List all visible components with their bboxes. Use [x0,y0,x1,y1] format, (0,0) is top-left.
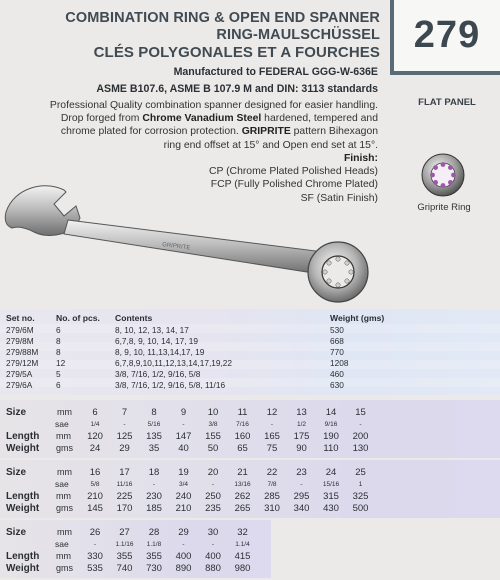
sets-cell-pcs: 6 [56,325,61,335]
size-row-unit: mm [56,551,71,561]
size-row-sae [0,539,271,551]
size-row-unit: sae [55,419,69,429]
size-row-length [0,431,500,443]
sets-cell-pcs: 8 [56,347,61,357]
size-row-label: Size [6,407,27,418]
size-cell-length: 355 [146,551,162,562]
size-cell-length: 285 [264,491,280,502]
sets-cell-contents: 3/8, 7/16, 1/2, 9/16, 5/8, 11/16 [115,380,226,390]
size-cell-weight: 35 [148,443,160,454]
sets-cell-contents: 3/8, 7/16, 1/2, 9/16, 5/8 [115,369,201,379]
size-cell-mm: 7 [121,407,128,418]
size-cell-length: 315 [323,491,339,502]
size-cell-weight: 185 [146,503,162,514]
size-cell-weight: 130 [352,443,369,454]
size-cell-length: 295 [293,491,310,502]
size-table [0,520,271,578]
size-cell-weight: 890 [175,563,192,574]
sets-cell-pcs: 12 [56,358,66,368]
finish-option: CP (Chrome Plated Polished Heads) [208,166,378,178]
finish-option: FCP (Fully Polished Chrome Plated) [210,179,378,191]
description-brand: GRIPRITE [241,126,291,138]
spec-manufactured: Manufactured to FEDERAL GGG-W-636E [173,66,378,78]
size-cell-weight: 430 [323,503,339,514]
product-code: 279 [413,14,481,56]
size-row-unit: mm [56,431,71,441]
size-cell-sae: - [211,541,215,548]
size-cell-length: 160 [234,431,251,442]
size-cell-sae: - [123,421,126,428]
size-cell-sae: - [270,421,274,428]
size-cell-mm: 14 [325,407,337,418]
size-cell-weight: 75 [266,443,278,454]
size-cell-weight: 980 [234,563,251,574]
description-line: Professional Quality combination spanner designed for easier handling. [49,100,378,111]
size-table [0,460,500,518]
size-cell-length: 165 [264,431,280,442]
size-cell-length: 325 [352,491,369,502]
sets-cell-set-no: 279/88M [6,347,39,357]
size-cell-weight: 29 [119,443,130,454]
size-cell-sae: 5/8 [90,481,100,488]
sets-stripe [0,324,500,333]
size-cell-mm: 12 [266,407,278,418]
sets-cell-contents: 6,7,8,9,10,11,12,13,14,17,19,22 [115,358,233,368]
size-row-unit: mm [56,491,71,501]
title-french: CLÉS POLYGONALES ET A FOURCHES [93,44,380,61]
size-cell-weight: 740 [116,563,133,574]
description-line [0,125,378,138]
size-row-label: Weight [6,443,40,454]
size-cell-mm: 18 [148,467,160,478]
size-cell-mm: 28 [148,527,160,538]
size-cell-weight: 340 [293,503,310,514]
size-cell-sae: 1 [358,481,363,488]
size-cell-sae: 7/16 [236,421,249,428]
size-row-mm [0,467,500,479]
size-cell-length: 225 [116,491,133,502]
size-row-unit: gms [56,563,74,573]
size-cell-mm: 13 [296,407,307,418]
size-cell-mm: 10 [207,407,219,418]
size-row-label: Length [6,551,40,562]
size-cell-mm: 8 [151,407,157,418]
sets-cell-weight: 460 [330,369,344,379]
sets-cell-pcs: 8 [56,336,61,346]
size-cell-weight: 24 [89,443,101,454]
size-cell-mm: 17 [119,467,130,478]
flat-panel-label: FLAT PANEL [418,97,476,108]
description-material: Chrome Vanadium Steel [142,113,262,125]
size-cell-weight: 65 [237,443,248,454]
sets-cell-contents: 6,7,8, 9, 10, 14, 17, 19 [115,336,199,346]
description-text: pattern Bihexagon [290,126,378,138]
sets-cell-weight: 668 [330,336,344,346]
size-cell-mm: 30 [207,527,219,538]
size-row-unit: gms [56,503,74,513]
sets-cell-pcs: 5 [56,369,61,379]
size-cell-sae: 1.1/8 [146,541,162,548]
size-cell-length: 400 [175,551,192,562]
size-row-sae [0,479,500,491]
size-cell-sae: 15/16 [322,481,340,488]
size-cell-weight: 170 [116,503,133,514]
size-row-label: Length [6,431,40,442]
size-cell-weight: 145 [87,503,103,514]
sets-header-weight: Weight (gms) [330,313,385,323]
size-cell-mm: 25 [355,467,366,478]
size-row-weight [0,443,500,455]
size-cell-mm: 6 [92,407,98,418]
size-cell-length: 135 [146,431,162,442]
sets-cell-weight: 530 [330,325,344,335]
sets-cell-set-no: 279/6A [6,380,33,390]
size-cell-length: 200 [352,431,369,442]
size-table [0,400,500,458]
size-cell-mm: 19 [178,467,189,478]
size-cell-sae: 1.1/16 [115,541,134,548]
size-cell-mm: 22 [266,467,278,478]
sets-cell-contents: 8, 10, 12, 13, 14, 17 [115,325,189,335]
size-cell-length: 355 [116,551,133,562]
title-german: RING-MAULSCHÜSSEL [216,27,380,43]
sets-cell-contents: 8, 9, 10, 11,13,14,17, 19 [115,347,205,357]
description-text: Drop forged from [60,113,143,125]
size-row-unit: mm [57,527,72,537]
sets-cell-set-no: 279/6M [6,325,34,335]
size-cell-sae: - [211,481,215,488]
size-row-unit: mm [57,467,72,477]
size-cell-sae: - [359,421,362,428]
size-cell-sae: 13/16 [234,481,251,488]
size-cell-weight: 50 [207,443,219,454]
size-cell-sae: 1.1/4 [235,541,250,548]
size-cell-weight: 210 [175,503,192,514]
size-cell-weight: 880 [205,563,221,574]
size-row-unit: gms [56,443,74,453]
size-row-mm [0,407,500,419]
size-cell-sae: 7/8 [267,481,277,488]
size-cell-mm: 26 [89,527,101,538]
size-cell-mm: 11 [237,407,248,418]
size-cell-length: 230 [146,491,162,502]
description-line [0,112,378,125]
size-cell-length: 262 [234,491,251,502]
size-row-label: Size [6,467,27,478]
title-english: COMBINATION RING & OPEN END SPANNER [65,10,380,26]
size-cell-sae: - [182,421,185,428]
size-cell-weight: 500 [352,503,369,514]
size-row-unit: sae [55,479,69,489]
sets-cell-set-no: 279/12M [6,358,39,368]
size-cell-sae: - [93,541,97,548]
size-cell-mm: 15 [355,407,366,418]
size-cell-length: 415 [234,551,251,562]
sets-cell-pcs: 6 [56,380,61,390]
size-cell-mm: 21 [237,467,248,478]
size-cell-length: 240 [175,491,192,502]
size-row-label: Size [6,527,27,538]
size-row-unit: mm [57,407,72,417]
size-cell-mm: 9 [180,407,187,418]
size-cell-weight: 235 [205,503,221,514]
size-cell-mm: 23 [296,467,307,478]
sets-table [0,309,500,395]
size-cell-mm: 29 [178,527,189,538]
size-row-mm [0,527,271,539]
description-text: chrome plated for corrosion protection. [60,126,242,138]
size-cell-sae: - [182,541,185,548]
size-cell-weight: 90 [296,443,307,454]
size-cell-length: 190 [323,431,339,442]
size-cell-sae: 9/16 [324,421,338,428]
griprite-ring-icon [420,152,466,198]
size-cell-sae: 3/4 [178,481,189,488]
size-cell-weight: 110 [323,443,339,454]
product-code-box [390,0,500,75]
sets-cell-set-no: 279/8M [6,336,34,346]
size-cell-length: 120 [87,431,103,442]
description-text: hardened, tempered and [261,113,378,125]
size-row-length [0,491,500,503]
size-cell-length: 210 [87,491,103,502]
title-block [0,10,380,61]
size-cell-weight: 730 [146,563,162,574]
size-row-label: Weight [6,563,40,574]
size-cell-weight: 310 [264,503,280,514]
size-cell-length: 147 [175,431,192,442]
size-cell-weight: 265 [234,503,251,514]
size-row-sae [0,419,500,431]
size-cell-mm: 24 [325,467,337,478]
sets-header-pcs: No. of pcs. [56,313,100,323]
sets-stripe [0,342,500,351]
size-cell-length: 175 [293,431,310,442]
size-cell-length: 330 [87,551,103,562]
size-row-weight [0,563,271,575]
size-row-label: Weight [6,503,40,514]
size-row-unit: sae [55,539,69,549]
size-cell-weight: 40 [178,443,189,454]
size-cell-mm: 27 [119,527,130,538]
size-cell-sae: - [152,481,156,488]
sets-cell-set-no: 279/5A [6,369,33,379]
sets-header-contents: Contents [115,313,153,323]
size-cell-mm: 16 [89,467,101,478]
finish-heading: Finish: [343,153,378,164]
description [0,99,378,152]
size-cell-length: 125 [116,431,133,442]
sets-cell-weight: 630 [330,380,344,390]
size-cell-length: 155 [205,431,221,442]
size-cell-mm: 20 [207,467,219,478]
griprite-ring-label: Griprite Ring [417,202,471,213]
size-row-weight [0,503,500,515]
size-cell-sae: 5/16 [147,421,161,428]
size-cell-mm: 32 [237,527,248,538]
size-cell-length: 400 [205,551,221,562]
sets-stripe [0,360,500,369]
finish-option: SF (Satin Finish) [300,192,378,204]
sets-stripe [0,378,500,387]
wrench-image [4,182,384,304]
size-cell-sae: - [300,481,303,488]
wrench-brand-mark: GRIPRITE [161,242,191,252]
size-row-length [0,551,271,563]
size-cell-sae: 1/2 [296,421,307,428]
size-cell-sae: 11/16 [116,481,133,488]
spec-standards: ASME B107.6, ASME B 107.9 M and DIN: 3113 standards [96,83,378,95]
sets-cell-weight: 770 [330,347,344,357]
size-cell-length: 250 [205,491,221,502]
sets-header-set-no: Set no. [6,313,35,323]
size-cell-sae: 3/8 [208,421,218,428]
sets-cell-weight: 1208 [330,358,349,368]
size-cell-weight: 535 [87,563,103,574]
description-line: ring end offset at 15° and Open end set at 15°. [163,139,378,151]
size-row-label: Length [6,491,40,502]
size-cell-sae: 1/4 [90,421,100,428]
